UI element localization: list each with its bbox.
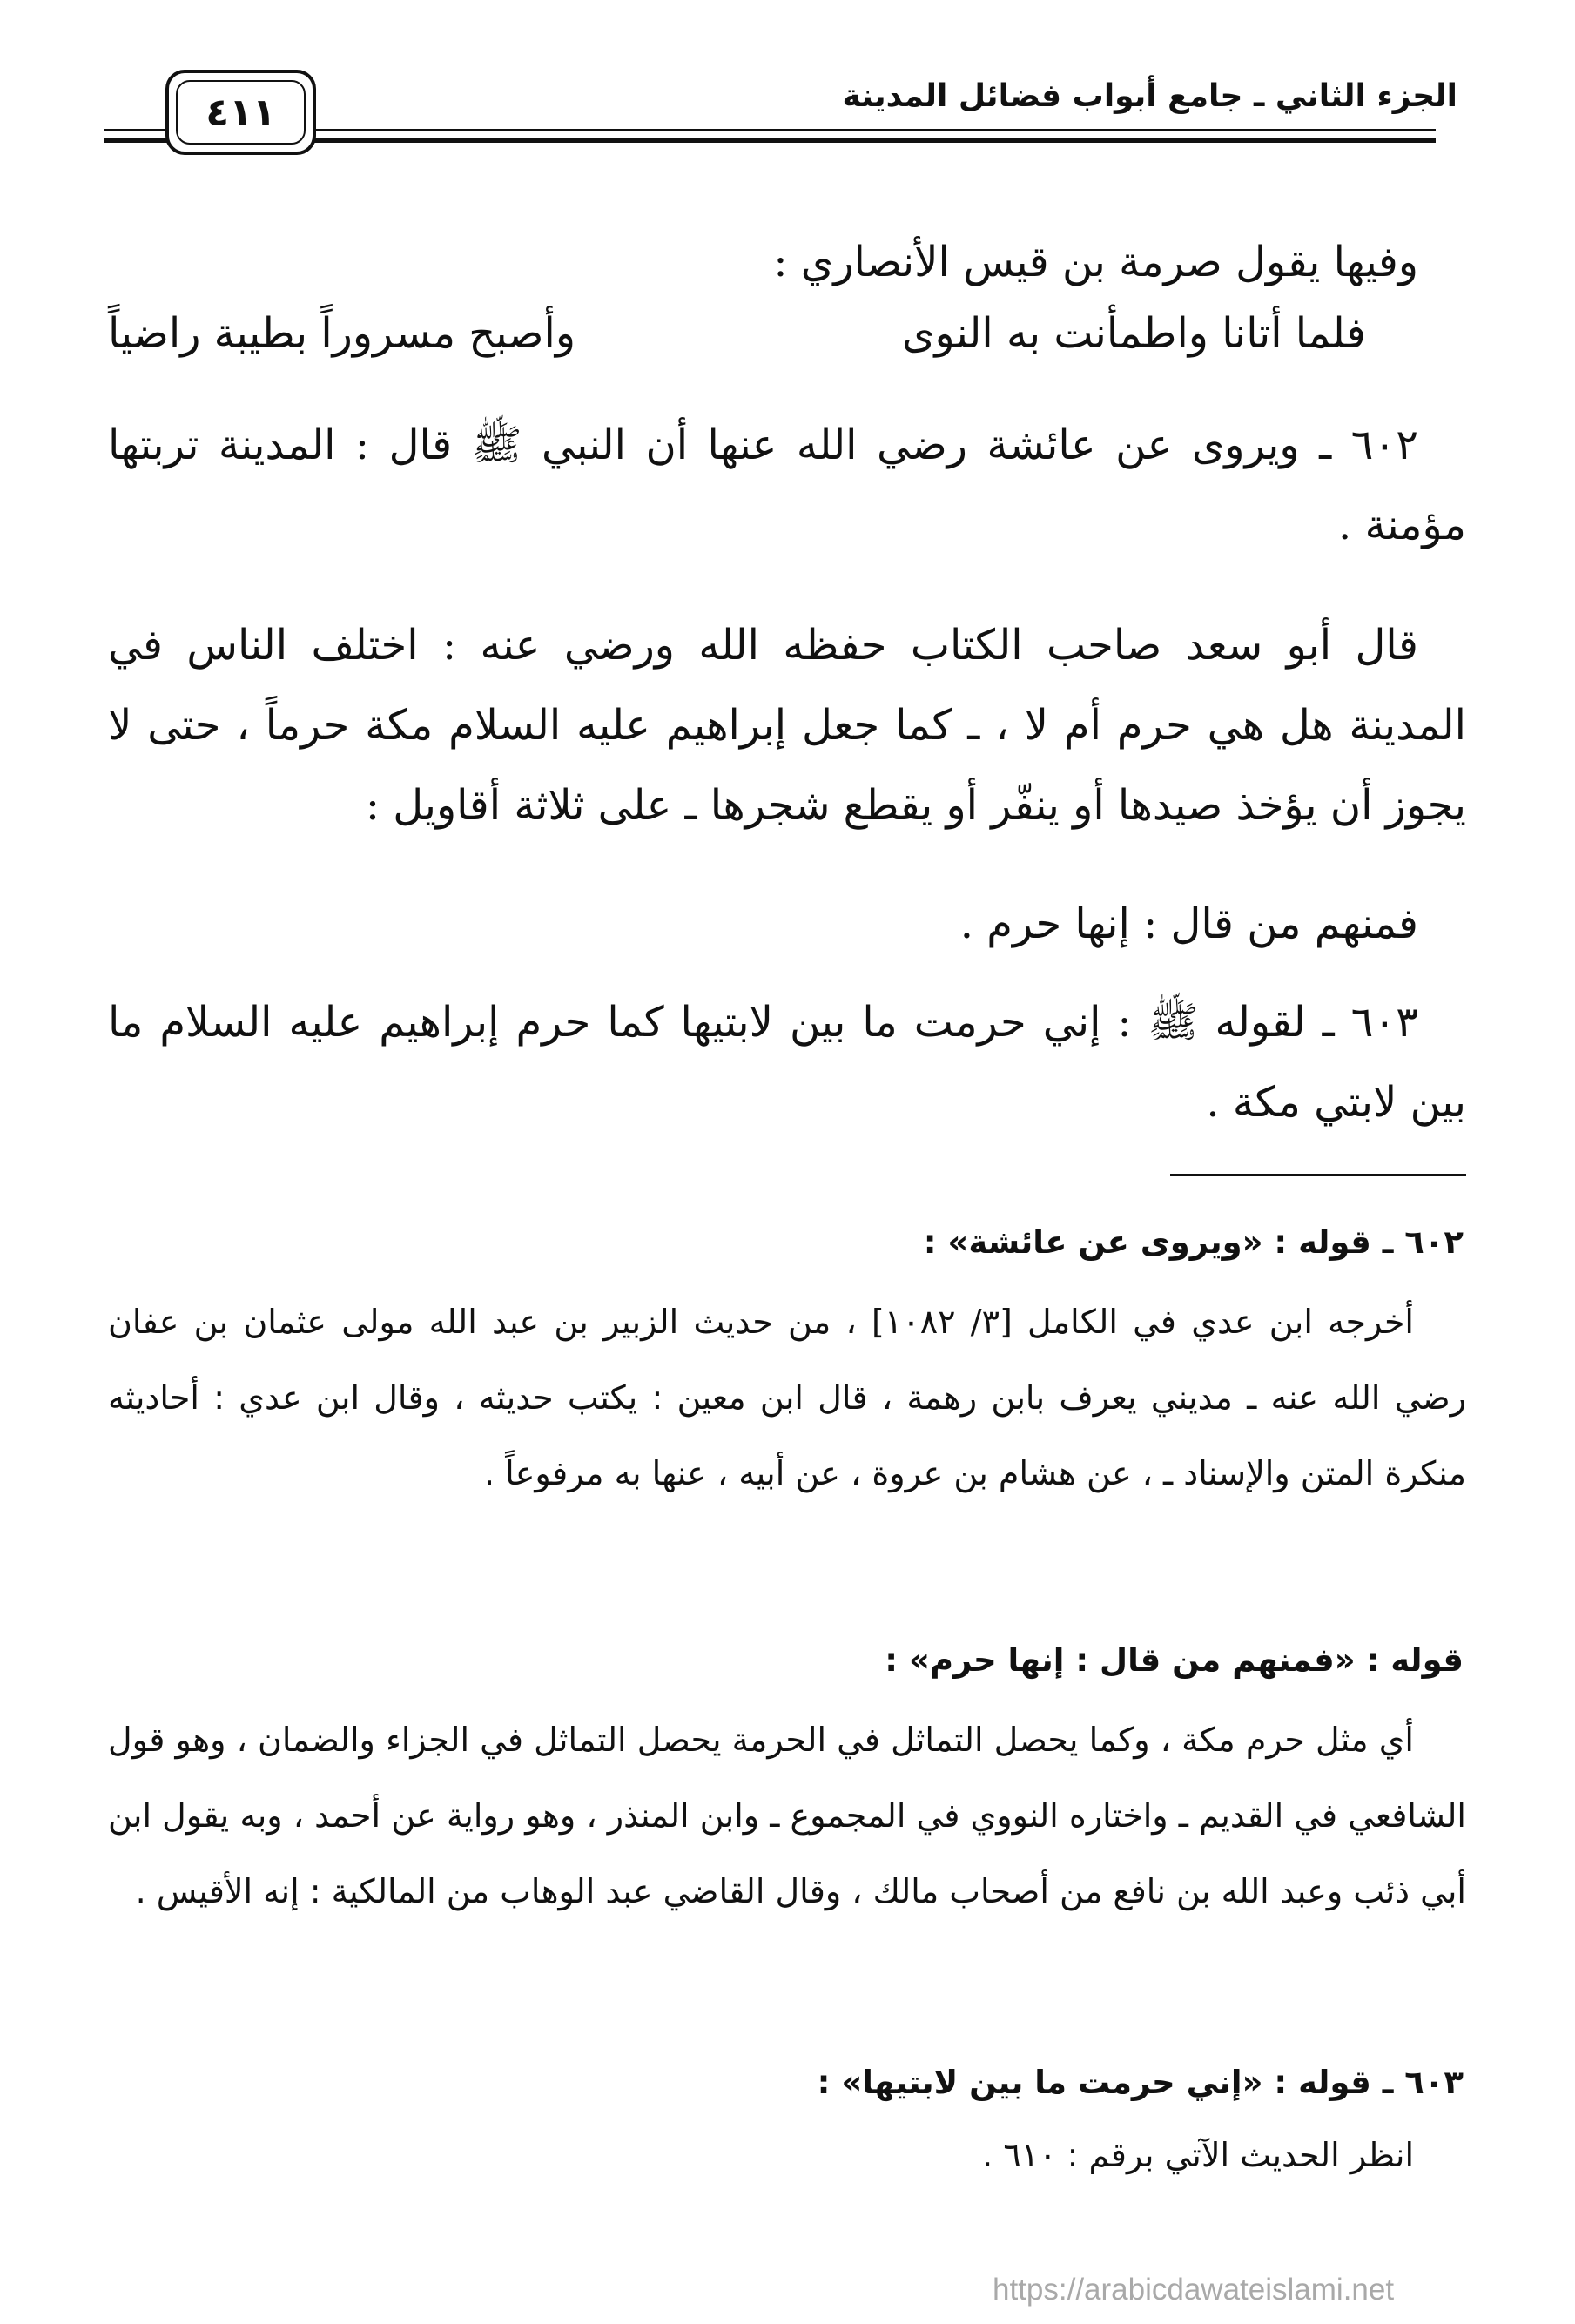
footnote-heading-opinion: قوله : «فمنهم من قال : إنها حرم» : xyxy=(885,1641,1464,1679)
first-opinion: فمنهم من قال : إنها حرم . xyxy=(959,899,1418,948)
footnote-text-603: انظر الحديث الآتي برقم : ٦١٠ . xyxy=(982,2136,1414,2174)
footnote-heading-602: ٦٠٢ ـ قوله : «ويروى عن عائشة» : xyxy=(923,1223,1464,1261)
footnote-separator xyxy=(1170,1174,1466,1176)
footnote-text-opinion: أي مثل حرم مكة ، وكما يحصل التماثل في الحرمة يحصل التماثل في الجزاء والضمان ، وهو قول الشافعي في القديم ـ واختاره النووي في المجموع ـ وابن المنذر ، وهو رواية عن أحمد ، وبه يقول ابن أبي ذئب وعبد الله بن نافع من أصحاب مالك ، وقال القاضي عبد الوهاب من المالكية : إنه الأقيس . xyxy=(108,1721,1466,1910)
author-commentary: قال أبو سعد صاحب الكتاب حفظه الله ورضي عنه : اختلف الناس في المدينة هل هي حرم أم لا ، ـ كما جعل إبراهيم عليه السلام مكة حرماً ، حتى لا يجوز أن يؤخذ صيدها أو ينفّر أو يقطع شجرها ـ على ثلاثة أقاويل : xyxy=(108,621,1466,830)
poem-verse xyxy=(108,309,1466,370)
hadith-602: ٦٠٢ ـ ويروى عن عائشة رضي الله عنها أن النبي ﷺ قال : المدينة تربتها مؤمنة . xyxy=(108,421,1466,549)
footnote-heading-603: ٦٠٣ ـ قوله : «إني حرمت ما بين لابتيها» : xyxy=(817,2064,1464,2101)
footnote-text-602: أخرجه ابن عدي في الكامل [٣/ ١٠٨٢] ، من حديث الزبير بن عبد الله مولى عثمان بن عفان رضي الله عنه ـ مديني يعرف بابن رهمة ، قال ابن معين : يكتب حديثه ، وقال ابن عدي : أحاديثه منكرة المتن والإسناد ـ ، عن هشام بن عروة ، عن أبيه ، عنها به مرفوعاً . xyxy=(108,1303,1466,1492)
page-number-frame xyxy=(165,70,316,155)
running-title: الجزء الثاني ـ جامع أبواب فضائل المدينة xyxy=(842,78,1457,114)
poem-hemistich-first: فلما أتانا واطمأنت به النوى xyxy=(901,309,1366,358)
hadith-603: ٦٠٣ ـ لقوله ﷺ : إني حرمت ما بين لابتيها كما حرم إبراهيم عليه السلام ما بين لابتي مكة . xyxy=(108,998,1466,1127)
page-number: ٤١١ xyxy=(176,80,306,145)
poem-intro: وفيها يقول صرمة بن قيس الأنصاري : xyxy=(773,238,1418,286)
poem-hemistich-second: وأصبح مسروراً بطيبة راضياً xyxy=(108,309,576,358)
watermark-url: https://arabicdawateislami.net xyxy=(993,2273,1395,2307)
